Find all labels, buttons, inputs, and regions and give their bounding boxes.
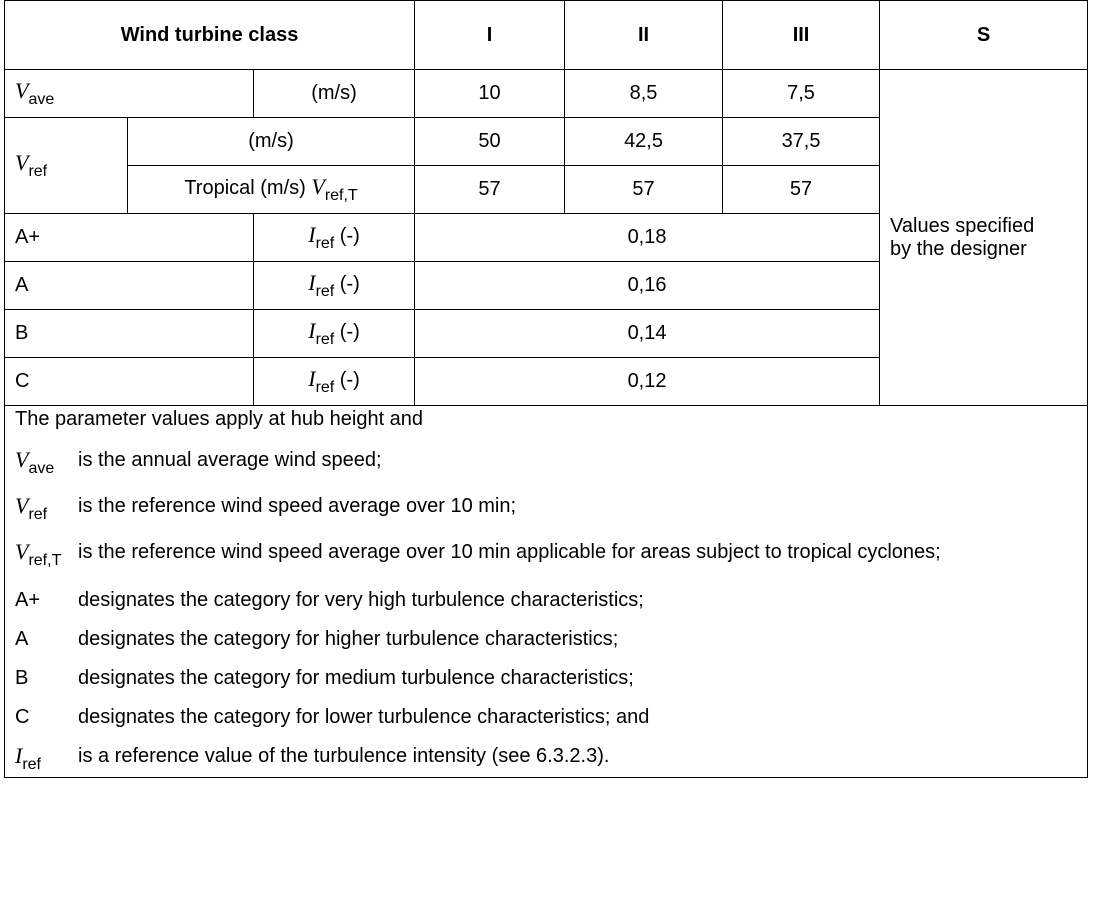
definition-text: designates the category for very high turbulence characteristics; (78, 589, 644, 611)
vref-tropical-value-II: 57 (565, 166, 723, 214)
turbulence-unit: $I_{ref}$ (-) (254, 214, 415, 262)
header-class-III: III (723, 1, 880, 70)
vref-tropical-value-I: 57 (415, 166, 565, 214)
vref-tropical-unit: Tropical (m/s) $V_{ref,T}$ (128, 166, 415, 214)
definition-b (15, 666, 1077, 690)
turbulence-value: 0,14 (415, 310, 880, 358)
definition-text: designates the category for higher turbulence characteristics; (78, 628, 619, 650)
definition-text: is the annual average wind speed; (78, 449, 382, 471)
vref-tropical-value-III: 57 (723, 166, 880, 214)
definition-text: designates the category for medium turbulence characteristics; (78, 667, 634, 689)
vave-value-II: 8,5 (565, 70, 723, 118)
turbulence-unit: $I_{ref}$ (-) (254, 262, 415, 310)
vref-unit: (m/s) (128, 118, 415, 166)
vave-unit: (m/s) (254, 70, 415, 118)
definition-term: B (15, 667, 29, 689)
definition-vref-t (15, 540, 1077, 573)
header-class-label: Wind turbine class (5, 1, 415, 70)
definition-vref (15, 494, 1077, 527)
definition-term: $V_{ave}$ (15, 447, 55, 477)
header-class-S: S (880, 1, 1088, 70)
notes-cell (5, 406, 1088, 778)
turbulence-unit: $I_{ref}$ (-) (254, 358, 415, 406)
header-class-I: I (415, 1, 565, 70)
definition-iref (15, 744, 1077, 777)
definition-text: is the reference wind speed average over 10 min; (78, 495, 517, 517)
definition-term: A (15, 628, 29, 650)
vave-row (5, 70, 1088, 118)
vave-value-I: 10 (415, 70, 565, 118)
turbulence-value: 0,16 (415, 262, 880, 310)
vref-value-II: 42,5 (565, 118, 723, 166)
notes-intro: The parameter values apply at hub height and (15, 408, 424, 430)
notes-row (5, 406, 1088, 778)
header-class-II: II (565, 1, 723, 70)
definition-a (15, 627, 1077, 651)
turbulence-value: 0,18 (415, 214, 880, 262)
turbulence-category: B (5, 310, 254, 358)
definition-text: is a reference value of the turbulence intensity (see 6.3.2.3). (78, 745, 610, 767)
definition-a-plus (15, 588, 1077, 612)
turbulence-value: 0,12 (415, 358, 880, 406)
definition-c (15, 705, 1077, 729)
header-row (5, 1, 1088, 70)
turbulence-unit: $I_{ref}$ (-) (254, 310, 415, 358)
vref-value-I: 50 (415, 118, 565, 166)
definition-text: designates the category for lower turbulence characteristics; and (78, 706, 650, 728)
wind-turbine-class-table-container (4, 0, 1088, 778)
wind-turbine-class-table (4, 0, 1088, 778)
vave-label: $V_{ave}$ (5, 70, 254, 118)
definition-term: $V_{ref,T}$ (15, 539, 62, 569)
definition-term: C (15, 706, 30, 728)
turbulence-category: A (5, 262, 254, 310)
s-class-text: Values specified by the designer (890, 214, 1035, 260)
definition-text: is the reference wind speed average over 10 min applicable for areas subject to tropical cyclones; (78, 541, 941, 563)
definition-vave (15, 448, 1077, 481)
vref-value-III: 37,5 (723, 118, 880, 166)
vave-value-III: 7,5 (723, 70, 880, 118)
vref-label: $V_{ref}$ (5, 118, 128, 214)
turbulence-category: C (5, 358, 254, 406)
turbulence-category: A+ (5, 214, 254, 262)
s-class-cell (880, 70, 1088, 406)
definition-term: $I_{ref}$ (15, 743, 41, 773)
definition-term: A+ (15, 589, 41, 611)
definition-term: $V_{ref}$ (15, 493, 48, 523)
